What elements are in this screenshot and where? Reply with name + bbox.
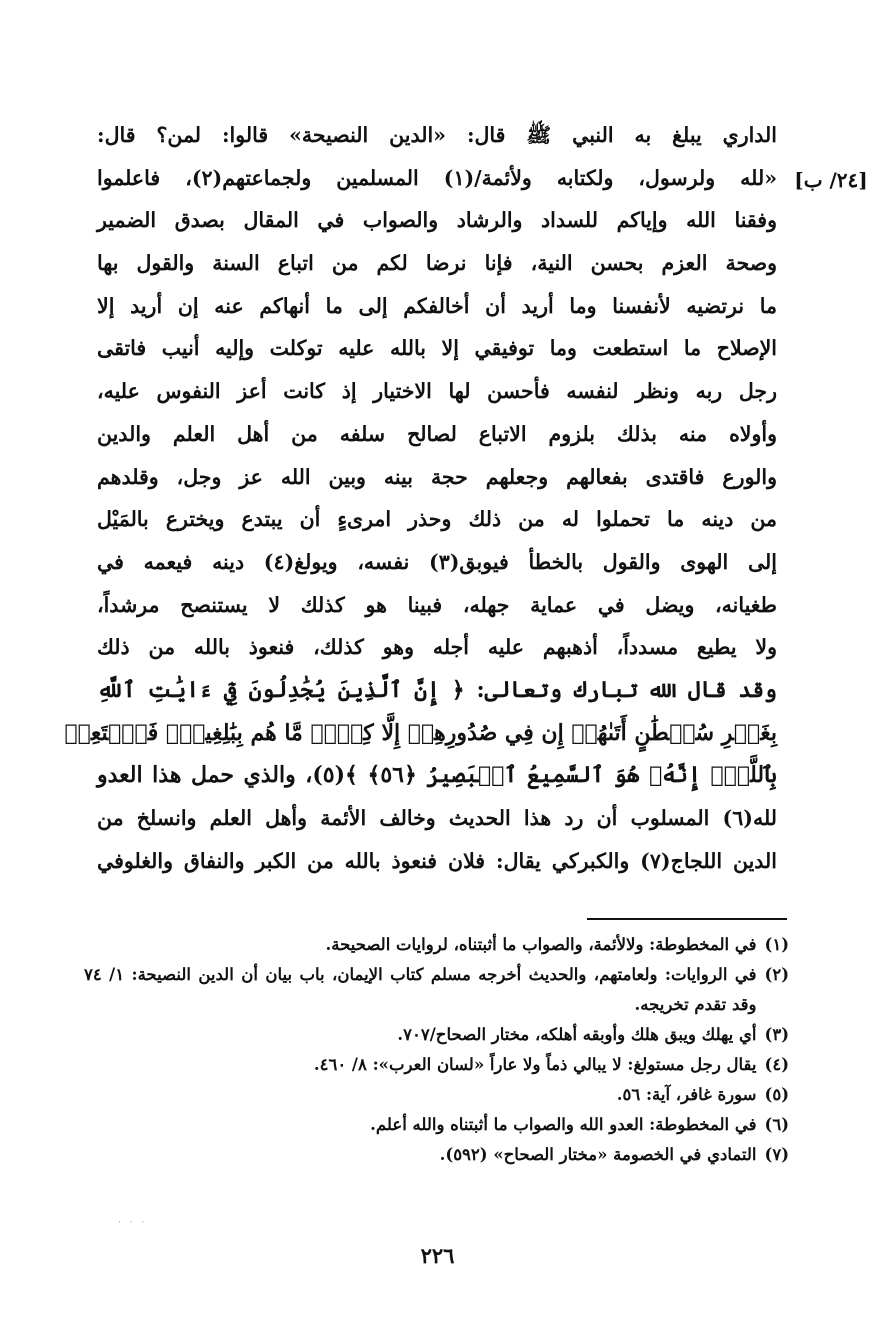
text-line: والورع فاقتدى بفعالهم وجعلهم حجة بينه وبين الله عز وجل، وقلدهم	[97, 464, 777, 489]
text-line: إلى الهوى والقول بالخطأ فيوبق(٣) نفسه، ويولغ(٤) دينه فيعمه في	[97, 549, 777, 574]
footnote-item	[84, 1020, 789, 1050]
quran-verse-line: وقد قال الله تبارك وتعالى: ﴿ إِنَّ ٱلَّذِينَ يُجَٰدِلُونَ فِيٓ ءَايَٰتِ ٱللَّهِ	[97, 676, 777, 703]
footnote-text: في المخطوطة: العدو الله والصواب ما أثبتناه والله أعلم.	[370, 1115, 757, 1134]
footnote-text: يقال رجل مستولغ: لا يبالي ذماً ولا عاراً «لسان العرب»: ٨/ ٤٦٠.	[313, 1055, 757, 1074]
footnote-item	[84, 1110, 789, 1140]
footnote-text: التمادي في الخصومة «مختار الصحاح» (٥٩٢).	[439, 1145, 757, 1164]
footnotes	[84, 930, 789, 1170]
footnote-number: (١)	[764, 935, 789, 954]
text-line: الدين اللجاج(٧) والكبركي يقال: فلان فنعوذ بالله من الكبر والنفاق والغلوفي	[97, 848, 777, 873]
text-line: ولا يطيع مسدداً، أذهبهم عليه أجله وهو كذلك، فنعوذ بالله من ذلك	[97, 635, 777, 660]
main-text	[64, 114, 778, 882]
quran-verse-line: بِغَيۡرِ سُلۡطَٰنٍ أَتَىٰهُمۡ إِن فِي صُدُورِهِمۡ إِلَّا كِبۡرٞ مَّا هُم بِبَٰلِغِيهِۚ فَٱسۡتَعِذۡ	[64, 719, 777, 746]
text-line: وفقنا الله وإياكم للسداد والرشاد والصواب في المقال بصدق الضمير	[97, 208, 777, 233]
text-line: وأولاه منه بذلك بلزوم الاتباع لصالح سلفه من أهل العلم والدين	[97, 421, 777, 446]
scan-specks: · · ·	[118, 1218, 148, 1228]
text-line: طغيانه، ويضل في عماية جهله، فبينا هو كذلك لا يستنصح مرشداً،	[97, 592, 777, 617]
footnote-item	[84, 960, 789, 1020]
footnote-text: أي يهلك ويبق هلك وأوبقه أهلكه، مختار الصحاح/٧٠٧.	[397, 1025, 757, 1044]
footnote-number: (٤)	[764, 1055, 789, 1074]
footnote-text: في المخطوطة: ولالأئمة، والصواب ما أثبتناه، لروايات الصحيحة.	[325, 935, 757, 954]
text-line: لله(٦) المسلوب أن رد هذا الحديث وخالف الأئمة وأهل العلم وانسلخ من	[97, 806, 777, 830]
footnote-number: (٧)	[764, 1145, 789, 1164]
footnote-number: (٣)	[764, 1025, 789, 1044]
footnote-item	[84, 1080, 789, 1110]
footnote-number: (٢)	[764, 965, 789, 984]
text-line: الداري يبلغ به النبي ﷺ قال: «الدين النصيحة» قالوا: لمن؟ قال:	[97, 123, 777, 147]
text-line: ما نرتضيه لأنفسنا وما أريد أن أخالفكم إلى ما أنهاكم عنه إن أريد إلا	[97, 293, 777, 318]
footnote-divider	[587, 918, 787, 920]
footnote-number: (٦)	[764, 1115, 789, 1134]
text-line: وصحة العزم بحسن النية، فإنا نرضا لكم من اتباع السنة والقول بها	[97, 251, 777, 276]
page-number: ٢٢٦	[420, 1243, 455, 1268]
footnote-text: سورة غافر، آية: ٥٦.	[616, 1085, 757, 1104]
text-line: الإصلاح ما استطعت وما توفيقي إلا بالله عليه توكلت وإليه أنيب فاتقى	[97, 336, 777, 361]
text-line: رجل ربه ونظر لنفسه فأحسن لها الاختيار إذ كانت أعز النفوس عليه،	[97, 379, 777, 404]
text-line: «لله ولرسول، ولكتابه ولأئمة/(١) المسلمين ولجماعتهم(٢)، فاعلموا	[97, 165, 778, 190]
quran-verse-line: بِٱللَّهِۖ إِنَّهُۥ هُوَ ٱلسَّمِيعُ ٱلۡبَصِيرُ ﴿٥٦﴾ ﴾(٥)، والذي حمل هذا العدو	[97, 762, 777, 789]
footnote-item	[84, 930, 789, 960]
text-line: من دينه ما تحملوا له من ذلك وحذر امرىءٍ أن يبتدع ويخترع بالمَيْل	[97, 507, 777, 532]
footnote-item	[84, 1140, 789, 1170]
footnote-number: (٥)	[764, 1085, 789, 1104]
footnote-item	[84, 1050, 789, 1080]
footnote-text: في الروايات: ولعامتهم، والحديث أخرجه مسلم كتاب الإيمان، باب بيان أن الدين النصيحة: ١/ ٧٤ وقد تقدم تخريجه.	[84, 965, 757, 1014]
margin-folio-note: [٢٤/ ب]	[794, 168, 868, 192]
